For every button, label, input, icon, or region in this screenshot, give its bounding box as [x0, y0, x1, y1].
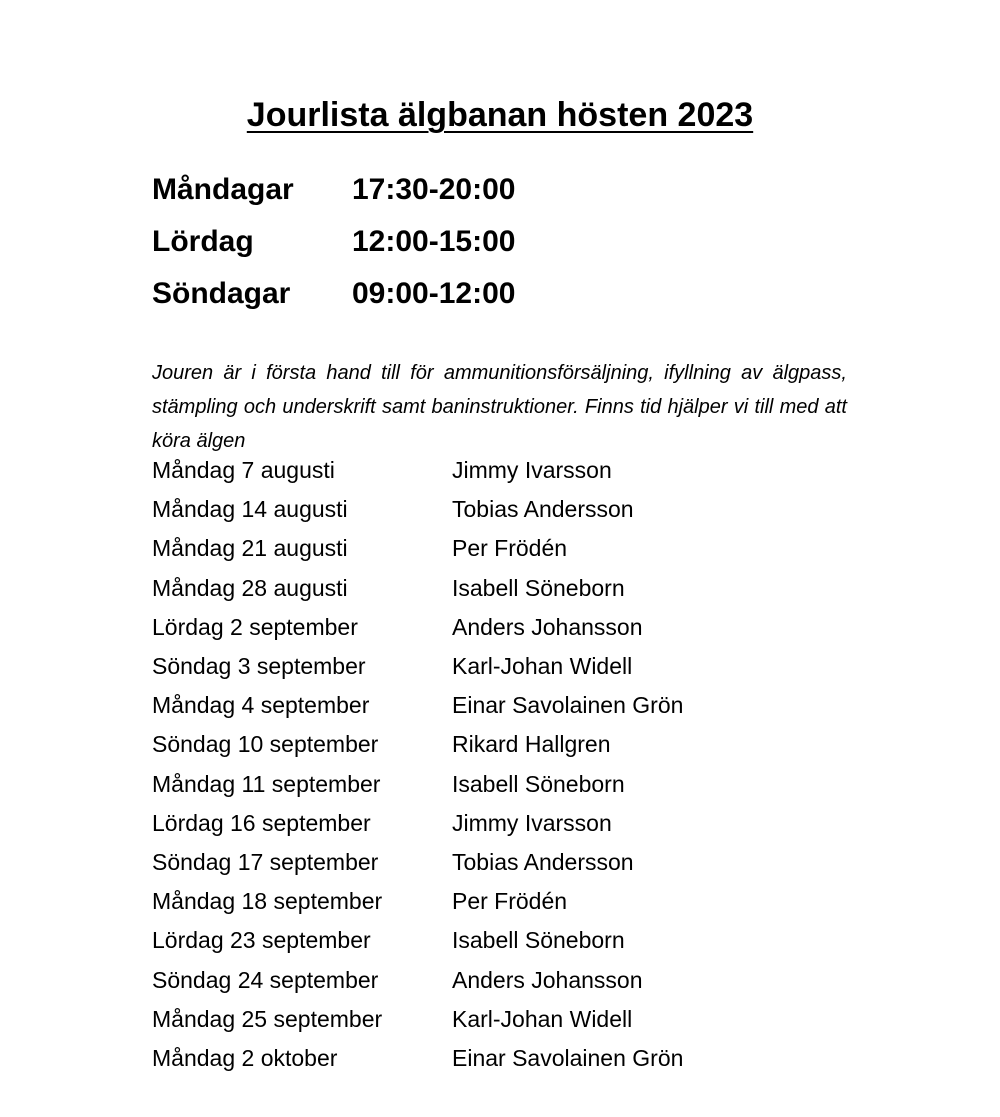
roster-row [152, 725, 772, 764]
roster-date: Söndag 24 september [152, 966, 379, 993]
roster-date: Söndag 10 september [152, 731, 379, 758]
opening-hours [152, 164, 612, 320]
roster-name: Anders Johansson [452, 966, 643, 993]
roster-row [152, 804, 772, 843]
roster-date: Måndag 14 augusti [152, 496, 348, 523]
roster-date: Lördag 23 september [152, 927, 371, 954]
roster-row [152, 1039, 772, 1078]
roster-date: Måndag 4 september [152, 692, 370, 719]
roster-date: Måndag 18 september [152, 888, 383, 915]
roster-date: Måndag 11 september [152, 770, 381, 797]
roster-date: Måndag 28 augusti [152, 574, 348, 601]
roster-row [152, 686, 772, 725]
hours-day: Lördag [152, 225, 254, 258]
roster-row [152, 921, 772, 960]
roster-name: Jimmy Ivarsson [452, 457, 612, 484]
roster-row [152, 490, 772, 529]
hours-row [152, 164, 612, 216]
roster-row [152, 843, 772, 882]
hours-row [152, 268, 612, 320]
hours-day: Söndagar [152, 277, 291, 310]
roster-date: Måndag 25 september [152, 1005, 383, 1032]
roster-row [152, 960, 772, 999]
roster-row [152, 451, 772, 490]
roster-row [152, 569, 772, 608]
roster-name: Rikard Hallgren [452, 731, 611, 758]
document-title: Jourlista älgbanan hösten 2023 [246, 96, 754, 134]
roster-name: Jimmy Ivarsson [452, 809, 612, 836]
roster-row [152, 882, 772, 921]
roster-name: Isabell Söneborn [452, 927, 625, 954]
roster-date: Söndag 17 september [152, 848, 379, 875]
roster-name: Karl-Johan Widell [452, 1005, 633, 1032]
roster-name: Einar Savolainen Grön [452, 692, 684, 719]
roster-name: Anders Johansson [452, 613, 643, 640]
roster-row [152, 647, 772, 686]
roster-name: Einar Savolainen Grön [452, 1044, 684, 1071]
roster-row [152, 1000, 772, 1039]
roster-date: Måndag 7 augusti [152, 457, 335, 484]
roster-date: Måndag 21 augusti [152, 535, 348, 562]
roster-row [152, 529, 772, 568]
roster-name: Per Frödén [452, 535, 568, 562]
hours-day: Måndagar [152, 173, 294, 206]
intro-paragraph: Jouren är i första hand till för ammunitionsförsäljning, ifyllning av älgpass, stämpling och underskrift samt baninstruktioner. Finns tid hjälper vi till med att köra älgen [152, 362, 847, 452]
roster-name: Isabell Söneborn [452, 770, 625, 797]
roster-date: Lördag 16 september [152, 809, 371, 836]
hours-time: 09:00-12:00 [352, 277, 516, 310]
duty-roster [152, 451, 772, 1078]
roster-name: Per Frödén [452, 888, 568, 915]
roster-name: Tobias Andersson [452, 848, 634, 875]
hours-time: 12:00-15:00 [352, 225, 516, 258]
roster-row [152, 608, 772, 647]
roster-date: Måndag 2 oktober [152, 1044, 338, 1071]
hours-row [152, 216, 612, 268]
roster-row [152, 765, 772, 804]
roster-date: Lördag 2 september [152, 613, 358, 640]
hours-time: 17:30-20:00 [352, 173, 516, 206]
roster-name: Tobias Andersson [452, 496, 634, 523]
document-title-block [0, 93, 1000, 137]
roster-name: Karl-Johan Widell [452, 653, 633, 680]
roster-name: Isabell Söneborn [452, 574, 625, 601]
roster-date: Söndag 3 september [152, 653, 366, 680]
